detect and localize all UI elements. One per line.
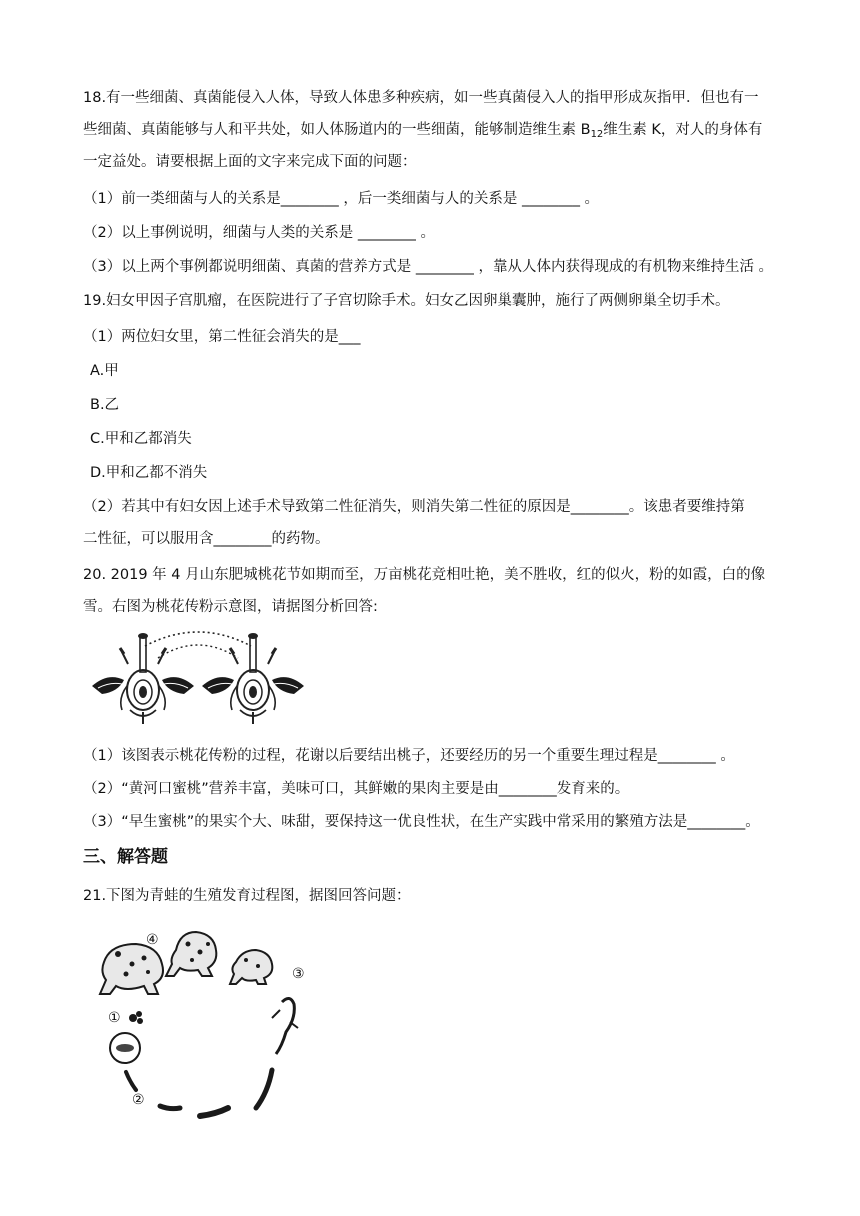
- q18-line-3: 一定益处。请要根据上面的文字来完成下面的问题：: [83, 154, 417, 170]
- young-tadpole-drawing: [200, 1108, 228, 1116]
- left-flower-drawing: [92, 633, 194, 724]
- frog-eggs-drawing: [129, 1011, 143, 1024]
- section-3-heading: 三、解答题: [83, 847, 168, 867]
- stage-label-4: ④: [146, 932, 159, 948]
- froglet-drawing: [230, 950, 272, 984]
- q19-sub-2-line-2: 二性征，可以服用含________的药物。: [83, 531, 330, 547]
- frog-life-cycle-figure: [96, 922, 326, 1122]
- q21-line-1: 21.下图为青蛙的生殖发育过程图，据图回答问题：: [83, 888, 411, 904]
- stage-label-3: ③: [292, 966, 305, 982]
- juvenile-frog-drawing: [166, 932, 216, 976]
- q19-option-c: C.甲和乙都消失: [90, 431, 192, 447]
- early-tadpole-drawing: [126, 1072, 136, 1090]
- q20-line-2: 雪。右图为桃花传粉示意图，请据图分析回答:: [83, 599, 378, 615]
- q18-line-1: 18.有一些细菌、真菌能侵入人体，导致人体患多种疾病，如一些真菌侵入人的指甲形成灰指甲．但也有一: [83, 90, 759, 106]
- tadpole-with-legs-drawing: [272, 998, 298, 1054]
- q19-option-b: B.乙: [90, 397, 120, 413]
- q20-line-1: 20. 2019 年 4 月山东肥城桃花节如期而至，万亩桃花竞相吐艳，美不胜收，红的似火，粉的如霞，白的像: [83, 567, 766, 583]
- q18-line-2-b: 维生素 K，对人的身体有: [603, 122, 763, 138]
- q20-sub-1: （1）该图表示桃花传粉的过程，花谢以后要结出桃子，还要经历的另一个重要生理过程是________ 。: [83, 748, 735, 764]
- adult-frog-drawing: [100, 944, 163, 994]
- q18-sub-2: （2）以上事例说明，细菌与人类的关系是 ________ 。: [83, 225, 435, 241]
- q18-sub-3: （3）以上两个事例都说明细菌、真菌的营养方式是 ________ ，靠从人体内获得现成的有机物来维持生活 。: [83, 259, 774, 275]
- embryo-drawing: [116, 1044, 134, 1052]
- stage-label-2: ②: [132, 1092, 145, 1108]
- q18-sub-1: （1）前一类细菌与人的关系是________ ，后一类细菌与人的关系是 ________ 。: [83, 191, 600, 207]
- right-flower-drawing: [202, 633, 304, 724]
- q18-line-2-a: 些细菌、真菌能够与人和平共处，如人体肠道内的一些细菌，能够制造维生素 B: [83, 122, 591, 138]
- q19-option-a: A.甲: [90, 363, 119, 379]
- q19-sub-2-line-1: （2）若其中有妇女因上述手术导致第二性征消失，则消失第二性征的原因是________。该患者要维持第: [83, 499, 745, 515]
- q19-line-1: 19.妇女甲因子宫肌瘤，在医院进行了子宫切除手术。妇女乙因卵巢囊肿，施行了两侧卵巢全切手术。: [83, 293, 730, 309]
- hatchling-drawing: [160, 1106, 180, 1109]
- q18-line-2: [83, 120, 762, 145]
- q20-sub-3: （3）“早生蜜桃”的果实个大、味甜，要保持这一优良性状，在生产实践中常采用的繁殖方法是________。: [83, 814, 760, 830]
- q18-line-2-subscript: 12: [590, 129, 604, 140]
- q20-sub-2: （2）“黄河口蜜桃”营养丰富，美味可口，其鲜嫩的果肉主要是由________发育来的。: [83, 781, 630, 797]
- stage-label-1: ①: [108, 1010, 121, 1026]
- tadpole-drawing: [256, 1070, 272, 1108]
- peach-pollination-figure: [88, 624, 310, 724]
- q19-sub-1: （1）两位妇女里，第二性征会消失的是___: [83, 329, 361, 345]
- q19-option-d: D.甲和乙都不消失: [90, 465, 208, 481]
